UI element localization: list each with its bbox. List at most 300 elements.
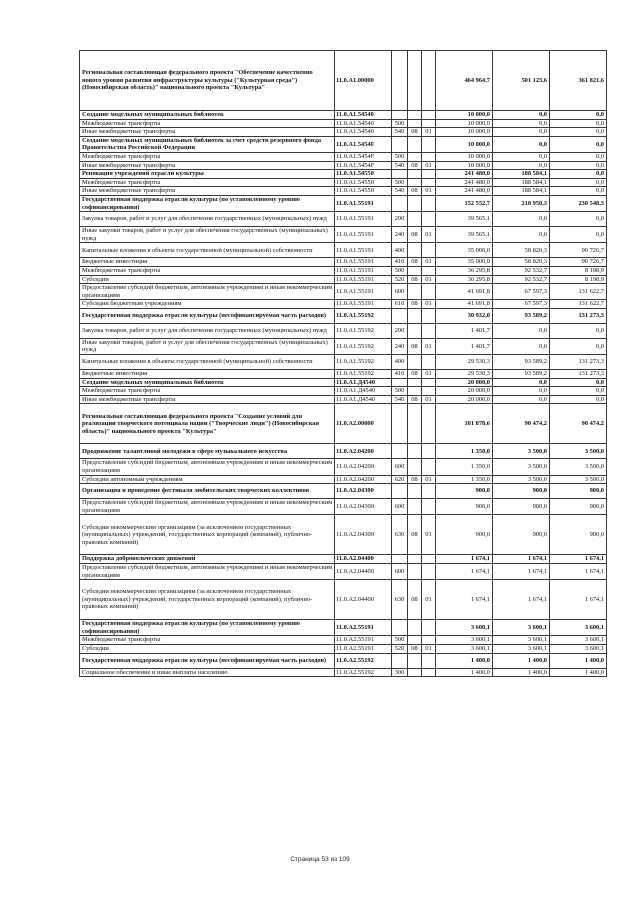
expense-type-code: 200 <box>392 323 408 338</box>
expense-type-code: 410 <box>392 258 408 267</box>
section-code <box>408 404 422 444</box>
amount-year-1: 1 401,7 <box>436 338 493 354</box>
row-name: Субсидии бюджетным учреждениям <box>80 300 335 309</box>
amount-year-2: 0,0 <box>493 227 550 243</box>
subsection-code: 01 <box>422 187 436 196</box>
subsection-code <box>422 555 436 564</box>
row-name: Организация и проведение фестиваля любительских творческих коллективов <box>80 484 335 499</box>
section-code <box>408 111 422 120</box>
table-row <box>80 395 607 404</box>
expense-type-code: 630 <box>392 580 408 620</box>
amount-year-1: 101 878,6 <box>436 404 493 444</box>
amount-year-2: 188 584,1 <box>493 170 550 179</box>
table-row <box>80 580 607 620</box>
row-name: Субсидии некоммерческим организациям (за исключением государственных (муниципальных) учреждений, государственных корпораций (компаний), публично-правовых компаний) <box>80 580 335 620</box>
amount-year-2: 0,0 <box>493 378 550 387</box>
section-code <box>408 620 422 636</box>
section-code <box>408 136 422 152</box>
amount-year-3: 1 400,0 <box>550 653 607 668</box>
amount-year-1: 1 350,0 <box>436 475 493 484</box>
amount-year-1: 20 000,0 <box>436 387 493 396</box>
expense-type-code: 540 <box>392 395 408 404</box>
amount-year-2: 3 500,0 <box>493 459 550 475</box>
target-article-code: 11.0.A2.55191 <box>335 644 392 653</box>
expense-type-code: 600 <box>392 284 408 300</box>
amount-year-3: 0,0 <box>550 119 607 128</box>
amount-year-3: 0,0 <box>550 161 607 170</box>
amount-year-3: 0,0 <box>550 178 607 187</box>
amount-year-3: 0,0 <box>550 378 607 387</box>
amount-year-1: 1 674,1 <box>436 564 493 580</box>
amount-year-3: 1 674,1 <box>550 555 607 564</box>
amount-year-2: 0,0 <box>493 395 550 404</box>
row-name: Предоставление субсидий бюджетным, автономным учреждениям и иным некоммерческим организациям <box>80 564 335 580</box>
table-row <box>80 212 607 227</box>
row-name: Бюджетные инвестиции <box>80 258 335 267</box>
amount-year-2: 0,0 <box>493 212 550 227</box>
target-article-code: 11.0.A1.Д4540 <box>335 378 392 387</box>
amount-year-1: 900,0 <box>436 515 493 555</box>
section-code <box>408 51 422 111</box>
table-row <box>80 564 607 580</box>
expense-type-code: 500 <box>392 266 408 275</box>
expense-type-code <box>392 170 408 179</box>
row-name: Региональная составляющая федерального проекта "Обеспечение качественно нового уровня развития инфраструктуры культуры ("Культурная среда") (Новосибирская область)" национального проекта "Культура" <box>80 51 335 111</box>
table-row <box>80 152 607 161</box>
target-article-code: 11.0.A1.54540 <box>335 111 392 120</box>
section-code <box>408 636 422 645</box>
row-name: Создание модельных муниципальных библиотек <box>80 111 335 120</box>
target-article-code: 11.0.A2.04400 <box>335 555 392 564</box>
amount-year-2: 0,0 <box>493 119 550 128</box>
row-name: Межбюджетные трансферты <box>80 387 335 396</box>
row-name: Межбюджетные трансферты <box>80 636 335 645</box>
amount-year-1: 464 964,7 <box>436 51 493 111</box>
table-row <box>80 258 607 267</box>
row-name: Межбюджетные трансферты <box>80 266 335 275</box>
expense-type-code <box>392 444 408 459</box>
row-name: Субсидии автономным учреждениям <box>80 475 335 484</box>
section-code <box>408 195 422 211</box>
amount-year-1: 20 000,0 <box>436 378 493 387</box>
amount-year-1: 29 530,3 <box>436 370 493 379</box>
table-row <box>80 119 607 128</box>
table-row <box>80 355 607 370</box>
amount-year-3: 0,0 <box>550 187 607 196</box>
amount-year-3: 3 500,0 <box>550 444 607 459</box>
amount-year-2: 1 400,0 <box>493 653 550 668</box>
amount-year-2: 1 674,1 <box>493 564 550 580</box>
amount-year-1: 29 530,3 <box>436 355 493 370</box>
expense-type-code: 200 <box>392 212 408 227</box>
row-name: Иные межбюджетные трансферты <box>80 128 335 137</box>
target-article-code: 11.0.A1.54550 <box>335 178 392 187</box>
subsection-code <box>422 499 436 515</box>
amount-year-2: 67 597,3 <box>493 284 550 300</box>
row-name: Межбюджетные трансферты <box>80 119 335 128</box>
subsection-code <box>422 387 436 396</box>
table-row <box>80 178 607 187</box>
amount-year-1: 36 295,8 <box>436 275 493 284</box>
expense-type-code <box>392 404 408 444</box>
subsection-code: 01 <box>422 128 436 137</box>
table-row <box>80 227 607 243</box>
amount-year-3: 3 600,1 <box>550 644 607 653</box>
target-article-code: 11.0.A1.55191 <box>335 243 392 258</box>
target-article-code: 11.0.A2.04200 <box>335 444 392 459</box>
amount-year-1: 3 600,1 <box>436 644 493 653</box>
amount-year-3: 900,0 <box>550 484 607 499</box>
section-code <box>408 355 422 370</box>
amount-year-2: 93 589,2 <box>493 370 550 379</box>
table-row <box>80 284 607 300</box>
row-name: Предоставление субсидий бюджетным, автономным учреждениям и иным некоммерческим организациям <box>80 284 335 300</box>
expense-type-code: 500 <box>392 178 408 187</box>
table-row <box>80 275 607 284</box>
section-code <box>408 555 422 564</box>
subsection-code: 01 <box>422 275 436 284</box>
amount-year-1: 39 565,1 <box>436 212 493 227</box>
amount-year-2: 0,0 <box>493 387 550 396</box>
subsection-code: 01 <box>422 227 436 243</box>
row-name: Создание модельных муниципальных библиотек <box>80 378 335 387</box>
amount-year-3: 3 500,0 <box>550 459 607 475</box>
table-row <box>80 636 607 645</box>
subsection-code <box>422 152 436 161</box>
amount-year-3: 1 674,1 <box>550 580 607 620</box>
row-name: Иные межбюджетные трансферты <box>80 187 335 196</box>
section-code <box>408 212 422 227</box>
subsection-code <box>422 195 436 211</box>
amount-year-1: 3 600,1 <box>436 636 493 645</box>
amount-year-3: 0,0 <box>550 227 607 243</box>
expense-type-code: 240 <box>392 227 408 243</box>
amount-year-3: 1 400,0 <box>550 668 607 677</box>
section-code: 08 <box>408 475 422 484</box>
row-name: Иные закупки товаров, работ и услуг для обеспечения государственных (муниципальных) нужд <box>80 227 335 243</box>
section-code <box>408 668 422 677</box>
target-article-code: 11.0.A1.55191 <box>335 227 392 243</box>
subsection-code <box>422 323 436 338</box>
row-name: Закупка товаров, работ и услуг для обеспечения государственных (муниципальных) нужд <box>80 323 335 338</box>
table-row <box>80 484 607 499</box>
amount-year-1: 10 000,0 <box>436 161 493 170</box>
subsection-code <box>422 136 436 152</box>
row-name: Закупка товаров, работ и услуг для обеспечения государственных (муниципальных) нужд <box>80 212 335 227</box>
expense-type-code <box>392 111 408 120</box>
amount-year-3: 131 622,7 <box>550 284 607 300</box>
subsection-code <box>422 620 436 636</box>
section-code: 08 <box>408 644 422 653</box>
target-article-code: 11.0.A2.04300 <box>335 515 392 555</box>
amount-year-1: 20 000,0 <box>436 395 493 404</box>
amount-year-1: 35 000,0 <box>436 243 493 258</box>
subsection-code <box>422 178 436 187</box>
target-article-code: 11.0.A1.54540 <box>335 119 392 128</box>
target-article-code: 11.0.A2.04300 <box>335 484 392 499</box>
amount-year-2: 90 474,2 <box>493 404 550 444</box>
table-row <box>80 475 607 484</box>
amount-year-2: 0,0 <box>493 338 550 354</box>
target-article-code: 11.0.A1.00000 <box>335 51 392 111</box>
section-code <box>408 323 422 338</box>
target-article-code: 11.0.A1.54550 <box>335 187 392 196</box>
table-row <box>80 555 607 564</box>
section-code <box>408 387 422 396</box>
subsection-code <box>422 119 436 128</box>
target-article-code: 11.0.A2.00000 <box>335 404 392 444</box>
subsection-code <box>422 564 436 580</box>
target-article-code: 11.0.A1.55191 <box>335 284 392 300</box>
amount-year-3: 0,0 <box>550 338 607 354</box>
subsection-code <box>422 111 436 120</box>
section-code <box>408 484 422 499</box>
section-code <box>408 378 422 387</box>
table-row <box>80 266 607 275</box>
row-name: Капитальные вложения в объекты государственной (муниципальной) собственности <box>80 355 335 370</box>
section-code: 08 <box>408 161 422 170</box>
table-row <box>80 378 607 387</box>
target-article-code: 11.0.A2.04200 <box>335 475 392 484</box>
amount-year-1: 1 350,0 <box>436 459 493 475</box>
subsection-code <box>422 378 436 387</box>
table-row <box>80 668 607 677</box>
target-article-code: 11.0.A1.54540 <box>335 128 392 137</box>
amount-year-2: 58 820,3 <box>493 243 550 258</box>
section-code: 08 <box>408 227 422 243</box>
row-name: Предоставление субсидий бюджетным, автономным учреждениям и иным некоммерческим организациям <box>80 459 335 475</box>
amount-year-2: 1 400,0 <box>493 668 550 677</box>
table-row <box>80 620 607 636</box>
target-article-code: 11.0.A1.55191 <box>335 275 392 284</box>
expense-type-code: 610 <box>392 300 408 309</box>
table-row <box>80 653 607 668</box>
target-article-code: 11.0.A1.55192 <box>335 370 392 379</box>
amount-year-3: 0,0 <box>550 136 607 152</box>
target-article-code: 11.0.A1.55192 <box>335 323 392 338</box>
section-code: 08 <box>408 128 422 137</box>
section-code: 08 <box>408 515 422 555</box>
target-article-code: 11.0.A1.55192 <box>335 355 392 370</box>
expense-type-code: 400 <box>392 243 408 258</box>
target-article-code: 11.0.A1.5454F <box>335 161 392 170</box>
amount-year-1: 10 000,0 <box>436 111 493 120</box>
table-row <box>80 308 607 323</box>
expense-type-code: 400 <box>392 355 408 370</box>
amount-year-3: 131 622,7 <box>550 300 607 309</box>
target-article-code: 11.0.A2.55192 <box>335 668 392 677</box>
row-name: Государственная поддержка отрасли культуры (несофинансируемая часть расходов) <box>80 308 335 323</box>
expense-type-code <box>392 555 408 564</box>
expense-type-code: 500 <box>392 152 408 161</box>
amount-year-2: 0,0 <box>493 152 550 161</box>
subsection-code <box>422 636 436 645</box>
target-article-code: 11.0.A1.55192 <box>335 338 392 354</box>
amount-year-2: 92 532,7 <box>493 266 550 275</box>
amount-year-3: 0,0 <box>550 170 607 179</box>
expense-type-code <box>392 308 408 323</box>
amount-year-1: 241 480,0 <box>436 170 493 179</box>
table-row <box>80 459 607 475</box>
amount-year-1: 10 000,0 <box>436 152 493 161</box>
amount-year-2: 3 500,0 <box>493 444 550 459</box>
amount-year-2: 67 597,3 <box>493 300 550 309</box>
amount-year-3: 131 273,3 <box>550 308 607 323</box>
amount-year-1: 241 480,0 <box>436 187 493 196</box>
section-code <box>408 152 422 161</box>
amount-year-3: 3 600,1 <box>550 636 607 645</box>
amount-year-3: 361 821,6 <box>550 51 607 111</box>
expense-type-code: 600 <box>392 564 408 580</box>
expense-type-code: 500 <box>392 387 408 396</box>
section-code: 08 <box>408 300 422 309</box>
subsection-code <box>422 284 436 300</box>
subsection-code <box>422 308 436 323</box>
section-code <box>408 308 422 323</box>
subsection-code <box>422 459 436 475</box>
section-code: 08 <box>408 580 422 620</box>
subsection-code: 01 <box>422 300 436 309</box>
amount-year-1: 39 565,1 <box>436 227 493 243</box>
table-row <box>80 387 607 396</box>
row-name: Субсидии <box>80 644 335 653</box>
amount-year-1: 41 691,8 <box>436 300 493 309</box>
row-name: Региональная составляющая федерального проекта "Создание условий для реализации творческого потенциала нации ("Творческие люди") (Новосибирская область)" национального проекта "Культура" <box>80 404 335 444</box>
amount-year-1: 900,0 <box>436 499 493 515</box>
expense-type-code: 630 <box>392 515 408 555</box>
amount-year-3: 0,0 <box>550 128 607 137</box>
subsection-code <box>422 484 436 499</box>
amount-year-1: 1 674,1 <box>436 555 493 564</box>
table-row <box>80 161 607 170</box>
amount-year-1: 35 000,0 <box>436 258 493 267</box>
amount-year-3: 1 674,1 <box>550 564 607 580</box>
amount-year-2: 0,0 <box>493 111 550 120</box>
section-code <box>408 444 422 459</box>
table-row <box>80 444 607 459</box>
expense-type-code <box>392 484 408 499</box>
amount-year-2: 58 820,3 <box>493 258 550 267</box>
expense-type-code: 540 <box>392 128 408 137</box>
amount-year-1: 3 600,1 <box>436 620 493 636</box>
amount-year-3: 8 198,9 <box>550 275 607 284</box>
section-code <box>408 243 422 258</box>
expense-type-code: 300 <box>392 668 408 677</box>
row-name: Создание модельных муниципальных библиотек за счет средств резервного фонда Правительства Российской Федерации <box>80 136 335 152</box>
amount-year-1: 1 674,1 <box>436 580 493 620</box>
amount-year-3: 900,0 <box>550 515 607 555</box>
amount-year-2: 3 600,1 <box>493 644 550 653</box>
amount-year-2: 188 584,1 <box>493 187 550 196</box>
subsection-code: 01 <box>422 395 436 404</box>
row-name: Межбюджетные трансферты <box>80 152 335 161</box>
section-code <box>408 178 422 187</box>
expense-type-code <box>392 653 408 668</box>
subsection-code: 01 <box>422 475 436 484</box>
expense-type-code <box>392 620 408 636</box>
target-article-code: 11.0.A2.55192 <box>335 653 392 668</box>
amount-year-2: 3 600,1 <box>493 620 550 636</box>
section-code <box>408 284 422 300</box>
section-code <box>408 119 422 128</box>
amount-year-2: 900,0 <box>493 484 550 499</box>
subsection-code <box>422 444 436 459</box>
amount-year-1: 30 932,0 <box>436 308 493 323</box>
expense-type-code <box>392 378 408 387</box>
amount-year-2: 0,0 <box>493 161 550 170</box>
section-code <box>408 266 422 275</box>
amount-year-1: 1 350,0 <box>436 444 493 459</box>
amount-year-2: 0,0 <box>493 323 550 338</box>
amount-year-2: 93 589,2 <box>493 355 550 370</box>
row-name: Иные межбюджетные трансферты <box>80 395 335 404</box>
subsection-code: 01 <box>422 161 436 170</box>
subsection-code: 01 <box>422 580 436 620</box>
table-row <box>80 300 607 309</box>
section-code <box>408 653 422 668</box>
subsection-code: 01 <box>422 644 436 653</box>
subsection-code: 01 <box>422 258 436 267</box>
table-row <box>80 136 607 152</box>
expense-type-code: 410 <box>392 370 408 379</box>
table-row <box>80 323 607 338</box>
row-name: Государственная поддержка отрасли культуры (по установленному уровню софинансирования) <box>80 195 335 211</box>
amount-year-3: 8 198,9 <box>550 266 607 275</box>
row-name: Иные межбюджетные трансферты <box>80 161 335 170</box>
amount-year-2: 1 674,1 <box>493 580 550 620</box>
budget-table-body <box>80 51 607 677</box>
target-article-code: 11.0.A1.Д4540 <box>335 395 392 404</box>
expense-type-code: 520 <box>392 644 408 653</box>
expense-type-code: 500 <box>392 636 408 645</box>
expense-type-code: 540 <box>392 161 408 170</box>
table-row <box>80 51 607 111</box>
expense-type-code: 240 <box>392 338 408 354</box>
amount-year-1: 10 000,0 <box>436 128 493 137</box>
row-name: Иные закупки товаров, работ и услуг для обеспечения государственных (муниципальных) нужд <box>80 338 335 354</box>
section-code <box>408 564 422 580</box>
row-name: Межбюджетные трансферты <box>80 178 335 187</box>
table-row <box>80 370 607 379</box>
amount-year-3: 90 474,2 <box>550 404 607 444</box>
expense-type-code: 500 <box>392 119 408 128</box>
section-code: 08 <box>408 275 422 284</box>
target-article-code: 11.0.A2.55191 <box>335 620 392 636</box>
row-name: Продвижение талантливой молодежи в сфере музыкального искусства <box>80 444 335 459</box>
expense-type-code: 540 <box>392 187 408 196</box>
amount-year-3: 230 548,3 <box>550 195 607 211</box>
subsection-code <box>422 243 436 258</box>
target-article-code: 11.0.A1.54550 <box>335 170 392 179</box>
table-row <box>80 404 607 444</box>
target-article-code: 11.0.A1.55191 <box>335 266 392 275</box>
row-name: Социальное обеспечение и иные выплаты населению <box>80 668 335 677</box>
expense-type-code: 620 <box>392 475 408 484</box>
amount-year-2: 3 600,1 <box>493 636 550 645</box>
amount-year-3: 3 500,0 <box>550 475 607 484</box>
section-code: 08 <box>408 395 422 404</box>
amount-year-2: 3 500,0 <box>493 475 550 484</box>
target-article-code: 11.0.A1.55191 <box>335 212 392 227</box>
section-code: 08 <box>408 187 422 196</box>
table-row <box>80 499 607 515</box>
budget-table-sheet <box>79 50 606 677</box>
amount-year-1: 10 000,0 <box>436 136 493 152</box>
amount-year-1: 900,0 <box>436 484 493 499</box>
page-footer: Страница 53 из 109 <box>290 856 350 863</box>
amount-year-1: 36 295,8 <box>436 266 493 275</box>
amount-year-3: 0,0 <box>550 395 607 404</box>
